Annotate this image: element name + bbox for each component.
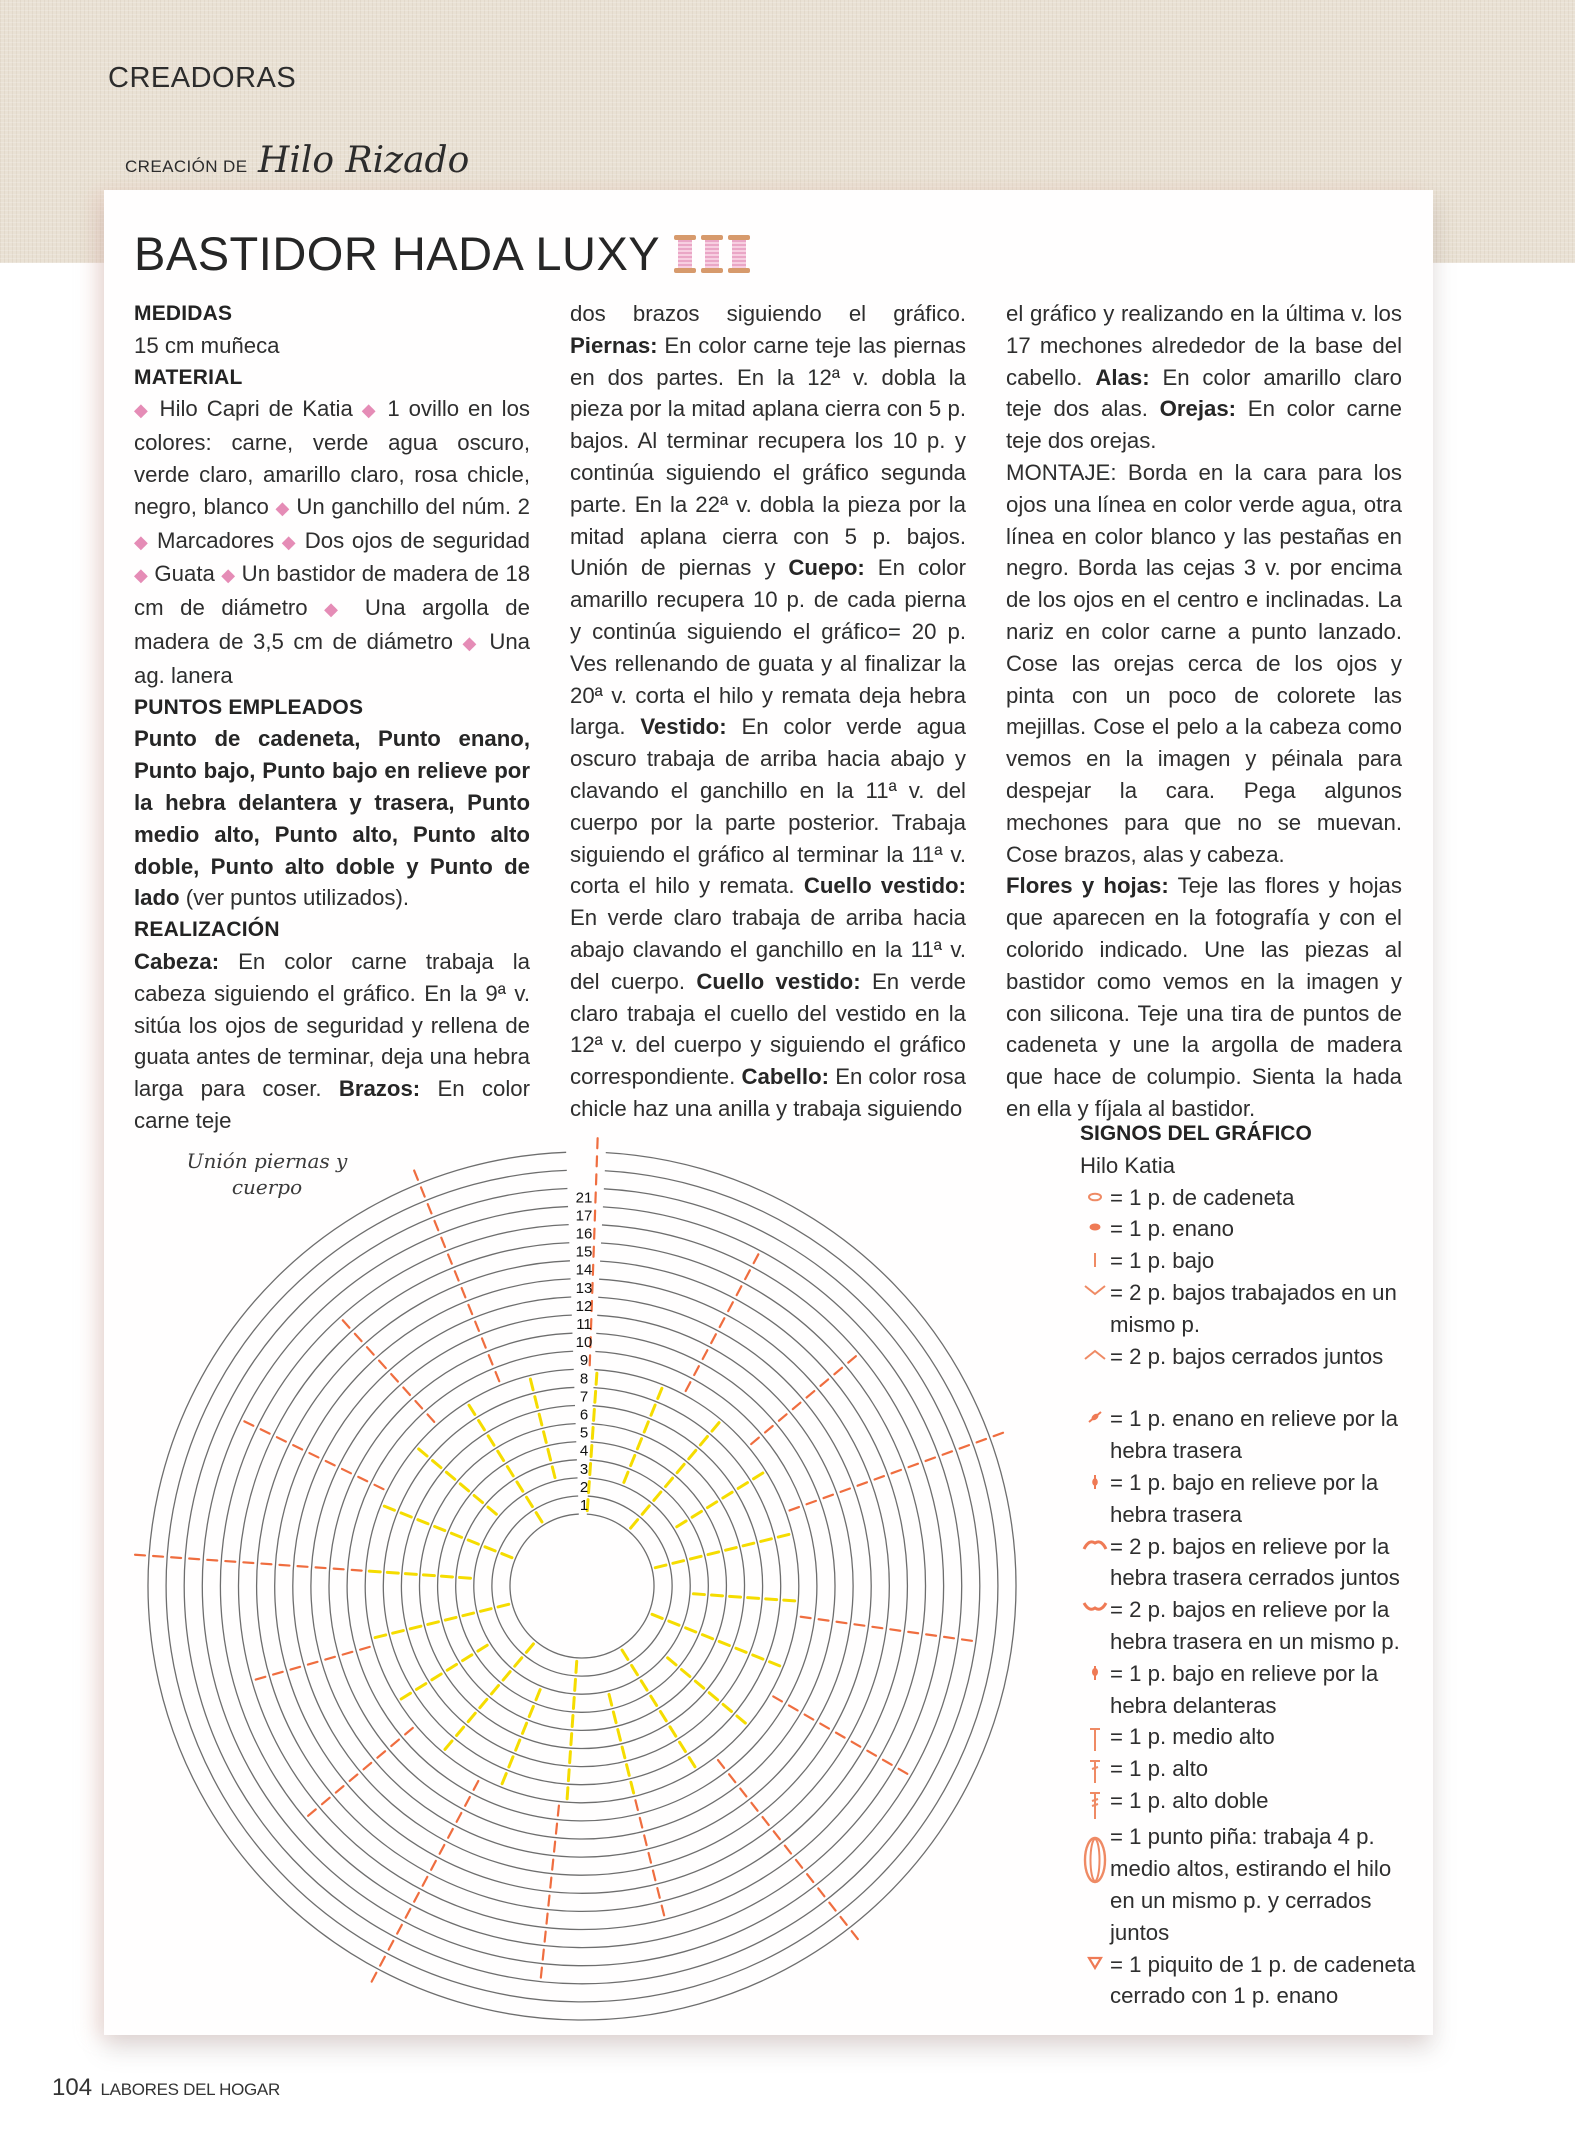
diamond-bullet-icon: ◆ <box>134 565 149 586</box>
crochet-chart <box>104 1120 1104 2040</box>
section-title: CREADORAS <box>108 62 297 94</box>
legend-item: = 1 p. de cadeneta <box>1080 1182 1420 1214</box>
svg-text:17: 17 <box>575 1207 593 1225</box>
back-loop-sc-icon <box>1080 1467 1110 1531</box>
diamond-bullet-icon: ◆ <box>324 599 349 620</box>
legend-item: = 2 p. bajos en relieve por la hebra trasera en un mismo p. <box>1080 1594 1420 1658</box>
diamond-bullet-icon: ◆ <box>134 531 150 552</box>
svg-text:12: 12 <box>575 1297 593 1315</box>
diamond-bullet-icon: ◆ <box>134 400 151 421</box>
heading-puntos: PUNTOS EMPLEADOS <box>134 695 364 719</box>
svg-text:13: 13 <box>575 1279 593 1297</box>
picot-icon <box>1080 1949 1110 2013</box>
legend-item: = 1 p. alto doble <box>1080 1785 1420 1821</box>
legend-items <box>1080 1182 1420 2013</box>
spool-icon <box>728 235 750 273</box>
legend-item: = 2 p. bajos trabajados en un mismo p. <box>1080 1277 1420 1341</box>
column-2: dos brazos siguiendo el gráfico. Piernas: En color carne teje las piernas en dos partes. En la 12ª v. dobla la pieza por la mitad aplana cierra con 5 p. bajos. Al terminar recupera los 10 p. y continúa siguiendo el gráfico segunda parte. En la 22ª v. dobla la pieza por la mitad aplana cierra con 5 p. bajos. Unión de piernas y Cuepo: En color amarillo recupera 10 p. de cada pierna y continúa siguiendo el gráfico= 20 p. Ves rellenando de guata y al finalizar la 20ª v. corta el hilo y remata deja hebra larga. Vestido: En color verde agua oscuro trabaja de arriba hacia abajo y clavando el ganchillo en la 11ª v. del cuerpo por la parte posterior. Trabaja siguiendo el gráfico al terminar la 11ª v. corta el hilo y remata. Cuello vestido: En verde claro trabaja de arriba hacia abajo clavando el ganchillo en la 11ª v. del cuerpo. Cuello vestido: En verde claro trabaja el cuello del vestido en la 12ª v. del cuerpo y siguiendo el gráfico correspondiente. Cabello: En color rosa chicle haz una anilla y trabaja siguiendo <box>570 301 967 1121</box>
double-crochet-icon <box>1080 1753 1110 1785</box>
puntos-text: Punto de cadeneta, Punto enano, Punto bajo, Punto bajo en relieve por la hebra delantera y trasera, Punto medio alto, Punto alto, Punto alto doble, Punto alto doble y Punto de lado (ver puntos utilizados). <box>134 726 530 911</box>
legend-title: SIGNOS DEL GRÁFICO <box>1080 1122 1312 1145</box>
svg-text:6: 6 <box>579 1406 589 1424</box>
puff-stitch-icon <box>1080 1821 1110 1948</box>
page-title: BASTIDOR HADA LUXY <box>134 227 661 280</box>
creator-name: Hilo Rizado <box>257 140 470 181</box>
heading-material: MATERIAL <box>134 365 243 389</box>
legend-item: = 1 p. enano en relieve por la hebra trasera <box>1080 1403 1420 1467</box>
back-loop-slip-icon <box>1080 1403 1110 1467</box>
legend-item: = 1 p. alto <box>1080 1753 1420 1785</box>
svg-text:11: 11 <box>576 1316 592 1333</box>
creation-prefix: CREACIÓN DE <box>125 157 248 176</box>
back-loop-decrease-icon <box>1080 1531 1110 1595</box>
magazine-name: LABORES DEL HOGAR <box>100 2080 280 2099</box>
heading-medidas: MEDIDAS <box>134 302 233 325</box>
svg-text:15: 15 <box>575 1243 593 1261</box>
legend-item: = 1 p. bajo <box>1080 1245 1420 1277</box>
chart-legend <box>1080 1118 1420 2012</box>
svg-text:2: 2 <box>579 1478 589 1496</box>
svg-text:16: 16 <box>575 1225 593 1243</box>
legend-item: = 1 punto piña: trabaja 4 p. medio altos, estirando el hilo en un mismo p. y cerrados juntos <box>1080 1821 1420 1948</box>
svg-text:8: 8 <box>579 1370 589 1388</box>
slip-stitch-icon <box>1080 1213 1110 1245</box>
svg-text:5: 5 <box>579 1424 589 1442</box>
spool-icon <box>701 235 723 273</box>
legend-item: = 1 p. medio alto <box>1080 1721 1420 1753</box>
diamond-bullet-icon: ◆ <box>462 632 480 653</box>
diamond-bullet-icon: ◆ <box>281 531 298 552</box>
montaje-text: MONTAJE: Borda en la cara para los ojos una línea en color verde agua, otra línea en color blanco y las pestañas en negro. Borda las cejas 3 v. por encima de los ojos en el centro e inclinadas. La nariz en color carne a punto lanzado. Cose las orejas cerca de los ojos y pinta con un poco de colorete las mejillas. Cose el pelo a la cabeza como vemos en la imagen y péinala para despejar la cara. Pega algunos mechones para que no se muevan. Cose brazos, alas y cabeza. <box>1006 459 1402 867</box>
legend-item: = 1 p. enano <box>1080 1213 1420 1245</box>
diamond-bullet-icon: ◆ <box>275 497 290 518</box>
chain-stitch-icon <box>1080 1182 1110 1214</box>
decrease-icon <box>1080 1341 1110 1373</box>
diamond-bullet-icon: ◆ <box>361 400 379 421</box>
page-number: 104 <box>52 2074 93 2101</box>
diamond-bullet-icon: ◆ <box>221 565 236 586</box>
single-crochet-icon <box>1080 1245 1110 1277</box>
treble-crochet-icon <box>1080 1785 1110 1821</box>
spool-icon <box>674 235 696 273</box>
svg-text:3: 3 <box>579 1460 589 1478</box>
svg-text:21: 21 <box>575 1189 593 1207</box>
cabello-continued: el gráfico y realizando en la última v. los 17 mechones alrededor de la base del cabello. Alas: En color amarillo claro teje dos alas. Orejas: En color carne teje dos orejas. <box>1006 301 1402 454</box>
legend-item: = 1 p. bajo en relieve por la hebra delanteras <box>1080 1658 1420 1722</box>
difficulty-rating <box>674 235 750 273</box>
svg-text:7: 7 <box>579 1388 589 1406</box>
svg-text:10: 10 <box>575 1334 593 1352</box>
svg-text:14: 14 <box>575 1261 593 1279</box>
material-list: ◆ Hilo Capri de Katia ◆ 1 ovillo en los colores: carne, verde agua oscuro, verde claro, amarillo claro, rosa chicle, negro, blanco ◆ Un ganchillo del núm. 2 ◆ Marcadores ◆ Dos ojos de seguridad ◆ Guata ◆ Un bastidor de madera de 18 cm de diámetro ◆ Una argolla de madera de 3,5 cm de diámetro ◆ Una ag. lanera <box>134 396 531 688</box>
legend-item: = 2 p. bajos en relieve por la hebra trasera cerrados juntos <box>1080 1531 1420 1595</box>
realizacion-text: Cabeza: En color carne trabaja la cabeza siguiendo el gráfico. En la 9ª v. sitúa los ojos de seguridad y rellena de guata antes de terminar, deja una hebra larga para coser. Brazos: En color carne teje <box>134 948 530 1133</box>
article-card <box>104 190 1433 2035</box>
svg-text:1: 1 <box>579 1497 589 1514</box>
half-double-icon <box>1080 1721 1110 1753</box>
front-loop-sc-icon <box>1080 1658 1110 1722</box>
legend-item: = 1 piquito de 1 p. de cadeneta cerrado con 1 p. enano <box>1080 1949 1420 2013</box>
svg-text:4: 4 <box>579 1442 589 1460</box>
flores-text: Flores y hojas: Teje las flores y hojas que aparecen en la fotografía y con el colorido indicado. Une las piezas al bastidor como vemos en la imagen y con silicona. Teje una tira de puntos de cadeneta y une la argolla de madera que hace de columpio. Sienta la hada en ella y fíjala al bastidor. <box>1006 873 1402 1121</box>
column-3 <box>1006 298 1402 1125</box>
legend-subtitle: Hilo Katia <box>1080 1152 1175 1178</box>
svg-text:9: 9 <box>579 1352 589 1370</box>
medidas-text: 15 cm muñeca <box>134 332 280 358</box>
increase-icon <box>1080 1277 1110 1341</box>
legend-item: = 1 p. bajo en relieve por la hebra trasera <box>1080 1467 1420 1531</box>
page-footer <box>52 2074 280 2102</box>
back-loop-increase-icon <box>1080 1594 1110 1658</box>
legend-item: = 2 p. bajos cerrados juntos <box>1080 1341 1420 1373</box>
column-1 <box>134 298 530 1137</box>
creator-credit <box>125 140 469 181</box>
chart-caption: Unión piernas y cuerpo <box>186 1149 348 1199</box>
title-row <box>134 227 750 280</box>
heading-realizacion: REALIZACIÓN <box>134 918 280 942</box>
